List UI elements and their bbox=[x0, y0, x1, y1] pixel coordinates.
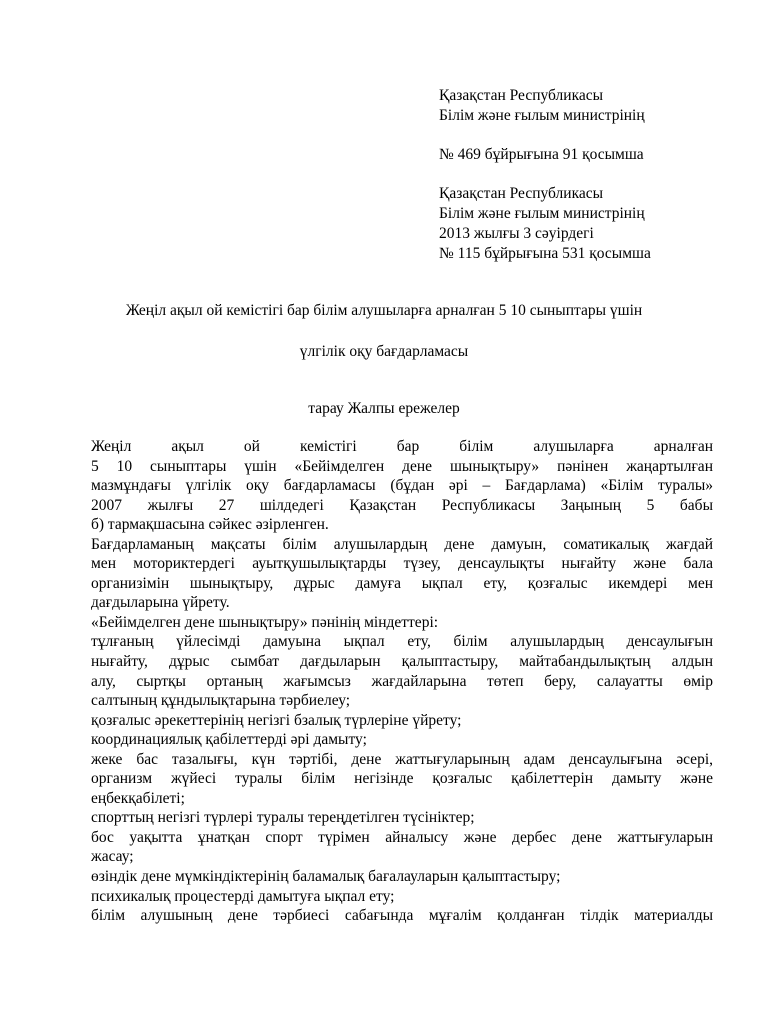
body-line: өзіндік дене мүмкіндіктерінің баламалық бағалауларын қалыптастыру; bbox=[91, 868, 561, 886]
body-line: тұлғаның үйлесімді дамуына ықпал ету, білім алушылардың денсаулығын bbox=[91, 633, 713, 651]
header-line: № 115 бұйрығына 531 қосымша bbox=[439, 245, 651, 262]
body-line: организімін шынықтыру, дұрыс дамуға ықпал ету, қозғалыс икемдері мен bbox=[91, 574, 713, 592]
body-line: 2007 жылғы 27 шілдедегі Қазақстан Республикасы Заңының 5 бабы bbox=[91, 496, 713, 514]
chapter-heading: тарау Жалпы ережелер bbox=[308, 400, 460, 417]
body-line: салтының құндылықтарына тәрбиелеу; bbox=[91, 692, 351, 710]
body-line: Жеңіл ақыл ой кемістігі бар білім алушыларға арналған bbox=[91, 438, 713, 455]
body-line: координациялық қабілеттерді әрі дамыту; bbox=[91, 731, 367, 749]
header-line: Білім және ғылым министрінің bbox=[439, 205, 645, 222]
document-title-line-1: Жеңіл ақыл ой кемістігі бар білім алушыларға арналған 5 10 сыныптары үшін bbox=[125, 302, 643, 319]
header-line: Қазақстан Республикасы bbox=[439, 87, 604, 104]
header-line: Білім және ғылым министрінің bbox=[439, 107, 645, 124]
approval-header bbox=[439, 86, 651, 264]
body-line: спорттың негізгі түрлері туралы тереңдетілген түсініктер; bbox=[91, 809, 475, 827]
body-line: алу, сыртқы ортаның жағымсыз жағдайларына төтеп беру, салауатты өмір bbox=[91, 672, 713, 690]
body-line: 5 10 сыныптары үшін «Бейімделген дене шынықтыру» пәнінен жаңартылған bbox=[91, 457, 713, 475]
body-line: жеке бас тазалығы, күн тәртібі, дене жаттығуларының адам денсаулығына әсері, bbox=[91, 750, 713, 768]
body-line: мен моториктердегі ауытқушылықтарды түзеу, денсаулықты нығайту және бала bbox=[91, 555, 713, 573]
document-title-line-2: үлгілік оқу бағдарламасы bbox=[299, 343, 469, 360]
body-line: мазмұндағы үлгілік оқу бағдарламасы (бұдан әрі – Бағдарлама) «Білім туралы» bbox=[91, 477, 713, 495]
body-line: дағдыларына үйрету. bbox=[91, 594, 230, 612]
body-line: б) тармақшасына сәйкес әзірленген. bbox=[91, 516, 329, 534]
body-line: «Бейімделген дене шынықтыру» пәнінің міндеттері: bbox=[91, 613, 439, 631]
body-line: бос уақытта ұнатқан спорт түрімен айналысу және дербес дене жаттығуларын bbox=[91, 828, 713, 846]
body-line: білім алушының дене тәрбиесі сабағында мұғалім қолданған тілдік материалды bbox=[91, 907, 713, 925]
body-line: жасау; bbox=[91, 848, 134, 866]
document-body bbox=[91, 437, 713, 926]
body-line: еңбекқабілеті; bbox=[91, 789, 185, 807]
header-line: № 469 бұйрығына 91 қосымша bbox=[439, 146, 644, 163]
body-line: организм жүйесі туралы білім негізінде қозғалыс қабілеттерін дамыту және bbox=[91, 770, 713, 788]
body-line: қозғалыс әрекеттерінің негізгі бзалық түрлеріне үйрету; bbox=[91, 711, 462, 729]
body-line: Бағдарламаның мақсаты білім алушылардың дене дамуын, соматикалық жағдай bbox=[91, 535, 713, 553]
body-line: нығайту, дұрыс сымбат дағдыларын қалыптастыру, майтабандылықтың алдын bbox=[91, 653, 713, 671]
body-line: психикалық процестерді дамытуға ықпал ету; bbox=[91, 887, 395, 905]
header-line: Қазақстан Республикасы bbox=[439, 185, 604, 202]
header-line: 2013 жылғы 3 сәуірдегі bbox=[439, 225, 594, 242]
